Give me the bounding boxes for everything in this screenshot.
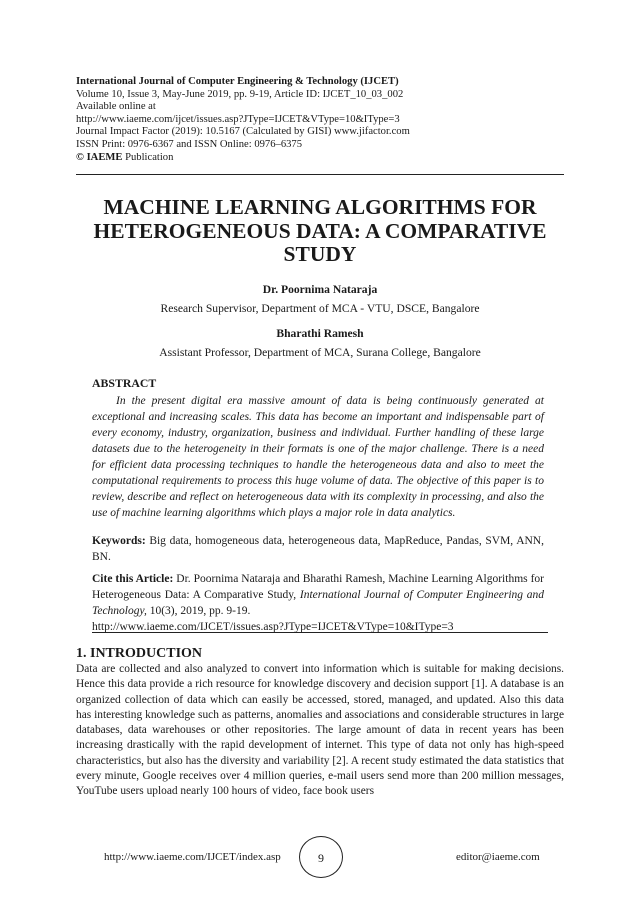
keywords-label: Keywords: [92, 535, 146, 547]
title-line: HETEROGENEOUS DATA: A COMPARATIVE [93, 218, 547, 243]
citation [92, 571, 544, 635]
intro-paragraph: Data are collected and also analyzed to convert into information which is suitable for making decisions. Hence this data provide a rich resource for knowledge discovery and decision support [1]. A database is an organized collection of data which can easily be accessed, stored, managed, and updated. Also this data has interesting knowledge such as patterns, anomalies and associations and considerable structures in large databases, data warehouses or other repositories. The large amount of data in recent years has been increasing drastically with the rapid development of internet. This type of data not only has high-speed characteristics, but also has the diversity and variability [2]. A recent study estimated the data statistics that every minute, Google receives over 4 million queries, e-mail users send more than 200 million messages, YouTube users upload nearly 100 hours of video, face book users [76, 663, 564, 798]
abstract-text: In the present digital era massive amount of data is being continuously generated at exceptional and increasing scales. This data has become an important and indispensable part of every economy, industry, organization, business and individual. Further handling of these large datasets due to the heterogeneity in their formats is one of the major challenge. There is a need for efficient data processing techniques to handle the heterogeneous data and also to meet the computational requirements to process this huge volume of data. The objective of this paper is to review, describe and reflect on heterogeneous data with its complexity in processing, and also the use of machine learning algorithms which plays a major role in data analytics. [92, 395, 544, 519]
title-line: MACHINE LEARNING ALGORITHMS FOR [103, 195, 537, 219]
title-line: STUDY [283, 242, 357, 266]
author-affiliation: Assistant Professor, Department of MCA, Surana College, Bangalore [159, 346, 481, 359]
impact-factor: Journal Impact Factor (2019): 10.5167 (Calculated by GISI) www.jifactor.com [76, 126, 410, 138]
author-block-1 [76, 283, 564, 316]
paper-title [60, 196, 580, 267]
section-heading: 1. INTRODUCTION [76, 646, 203, 661]
available-online: Available online at [76, 101, 156, 113]
keywords [92, 533, 544, 565]
publisher [76, 152, 564, 165]
author-block-2 [76, 327, 564, 360]
footer-url[interactable]: http://www.iaeme.com/IJCET/index.asp [104, 851, 281, 863]
cite-journal: International Journal of Computer Engineering and Technology, [92, 589, 545, 617]
issn-info: ISSN Print: 0976-6367 and ISSN Online: 0976–6375 [76, 138, 303, 150]
keywords-text: Big data, homogeneous data, heterogeneous data, MapReduce, Pandas, SVM, ANN, BN. [92, 535, 544, 563]
author-name: Bharathi Ramesh [276, 327, 364, 340]
journal-title: International Journal of Computer Engineering & Technology (IJCET) [76, 76, 399, 87]
author-name: Dr. Poornima Nataraja [262, 283, 378, 296]
abstract-heading: ABSTRACT [92, 376, 157, 390]
cite-url[interactable]: http://www.iaeme.com/IJCET/issues.asp?JType=IJCET&VType=10&IType=3 [92, 621, 454, 633]
header-rule [76, 174, 564, 175]
cite-rule [92, 632, 548, 633]
issue-url[interactable]: http://www.iaeme.com/ijcet/issues.asp?JType=IJCET&VType=10&IType=3 [76, 113, 400, 125]
publisher-name: © IAEME [76, 151, 123, 163]
cite-text: Dr. Poornima Nataraja and Bharathi Ramesh, Machine Learning Algorithms for Heterogeneous Data: A Comparative Study, [92, 573, 544, 601]
cite-label: Cite this Article: [92, 573, 174, 585]
author-affiliation: Research Supervisor, Department of MCA - VTU, DSCE, Bangalore [160, 302, 480, 315]
publisher-suffix: Publication [122, 151, 174, 163]
page-number: 9 [299, 836, 343, 878]
volume-info: Volume 10, Issue 3, May-June 2019, pp. 9-19, Article ID: IJCET_10_03_002 [76, 88, 404, 100]
journal-header [76, 76, 564, 164]
cite-details: 10(3), 2019, pp. 9-19. [146, 605, 251, 617]
footer-email[interactable]: editor@iaeme.com [456, 851, 540, 863]
